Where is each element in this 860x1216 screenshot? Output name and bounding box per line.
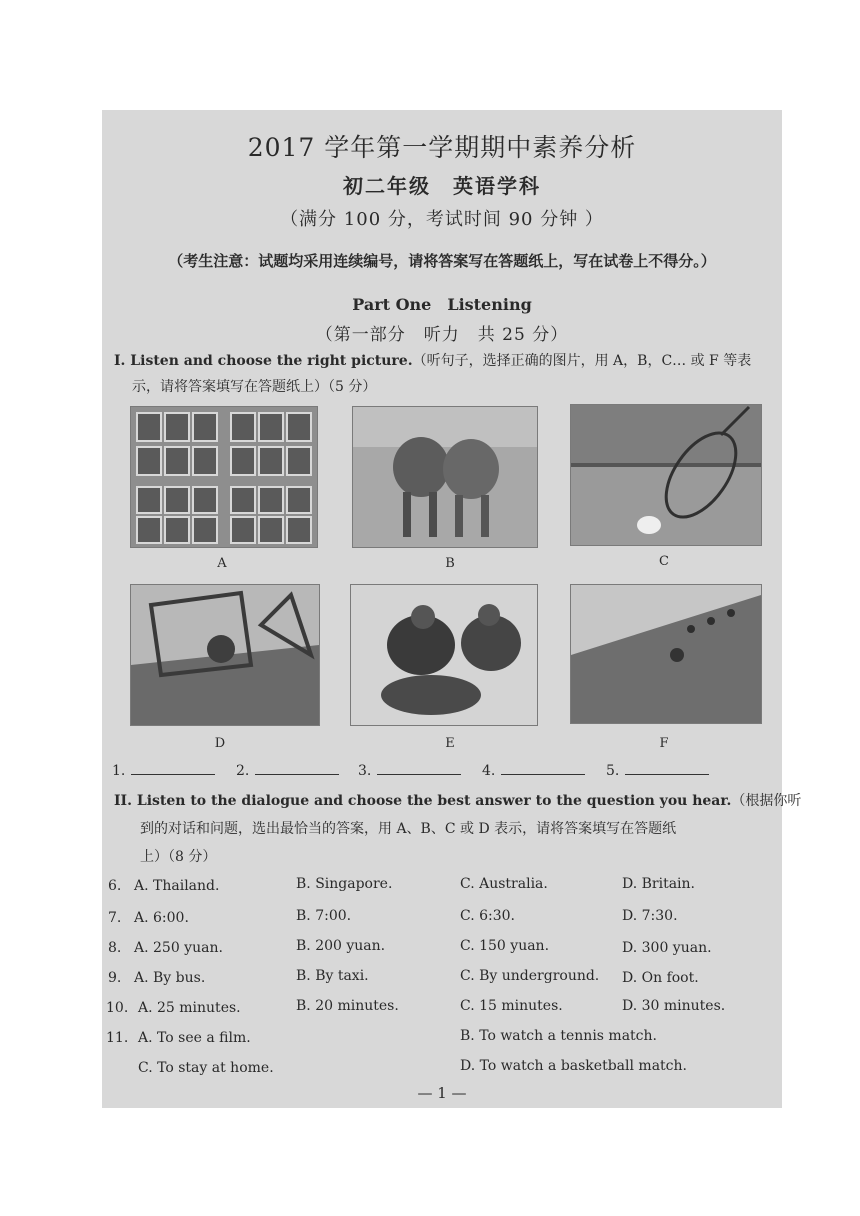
section1-instruction-1: （听句子，选择正确的图片，用 A，B，C… 或 F 等表	[412, 353, 752, 369]
question-number: 6.	[108, 878, 122, 894]
option-b: B. By taxi.	[296, 968, 369, 984]
badminton-photo-icon	[571, 405, 761, 545]
option-b: B. Singapore.	[296, 876, 393, 892]
section2-label: II. Listen to the dialogue and choose the best answer to the question you hear.	[114, 793, 732, 809]
option-b: B. 20 minutes.	[296, 998, 399, 1014]
option-a: A. 25 minutes.	[138, 1000, 241, 1016]
question-number: 10.	[106, 1000, 129, 1016]
option-d: D. 7:30.	[622, 908, 678, 924]
answer-blank-2: 2.	[236, 762, 339, 779]
section1-instruction-2: 示，请将答案填写在答题纸上）（5 分）	[132, 379, 377, 395]
pilot-cockpit-photo	[130, 584, 320, 726]
option-c: C. 150 yuan.	[460, 938, 550, 954]
pilot-cockpit-photo-icon	[131, 585, 319, 725]
snow-rescue-photo-icon	[351, 585, 537, 725]
option-a: A. 250 yuan.	[134, 940, 223, 956]
stamps-photo	[130, 406, 318, 548]
answer-blank-5: 5.	[606, 762, 709, 779]
section1-heading	[114, 348, 751, 374]
section2-instruction-2: 到的对话和问题，选出最恰当的答案，用 A、B、C 或 D 表示，请将答案填写在答题纸	[140, 821, 677, 837]
hillside-hikers-photo-icon	[571, 585, 761, 723]
answer-blank-4: 4.	[482, 762, 585, 779]
answer-blank-1: 1.	[112, 762, 215, 779]
section2-heading	[114, 788, 801, 814]
option-b: B. 200 yuan.	[296, 938, 386, 954]
option-c: C. By underground.	[460, 968, 600, 984]
option-a: A. Thailand.	[134, 878, 220, 894]
question-number: 11.	[106, 1030, 129, 1046]
section2-instruction-1: （根据你听	[731, 793, 802, 809]
option-c: C. Australia.	[460, 876, 548, 892]
hillside-hikers-photo	[570, 584, 762, 724]
badminton-photo	[570, 404, 762, 546]
option-d: D. 300 yuan.	[622, 940, 712, 956]
question-number: 7.	[108, 910, 122, 926]
option-a: A. To see a film.	[138, 1030, 251, 1046]
option-c: C. To stay at home.	[138, 1060, 274, 1076]
option-d: D. 30 minutes.	[622, 998, 726, 1014]
option-b: B. To watch a tennis match.	[460, 1028, 657, 1044]
stamps-photo-icon	[131, 407, 317, 547]
exam-sheet	[102, 110, 802, 1108]
section2-instruction-3: 上）（8 分）	[140, 849, 217, 865]
part-one-title: Part One Listening	[352, 295, 532, 314]
picture-label-f: F	[659, 736, 669, 751]
picture-label-b: B	[445, 556, 455, 571]
part-one-subtitle: （第一部分 听力 共 25 分）	[315, 325, 569, 345]
option-c: C. 6:30.	[460, 908, 516, 924]
answer-blank-3: 3.	[358, 762, 461, 779]
picture-label-a: A	[217, 556, 227, 571]
picture-label-d: D	[214, 736, 226, 751]
picture-label-c: C	[659, 554, 669, 569]
question-number: 8.	[108, 940, 122, 956]
dogs-photo	[352, 406, 538, 548]
picture-label-e: E	[445, 736, 455, 751]
snow-rescue-photo	[350, 584, 538, 726]
score-info: （满分 100 分，考试时间 90 分钟 ）	[280, 209, 604, 230]
exam-subtitle: 初二年级 英语学科	[343, 174, 541, 198]
option-a: A. 6:00.	[134, 910, 189, 926]
option-d: D. On foot.	[622, 970, 699, 986]
exam-notice: （考生注意：试题均采用连续编号，请将答案写在答题纸上，写在试卷上不得分。）	[168, 252, 716, 270]
option-b: B. 7:00.	[296, 908, 352, 924]
option-a: A. By bus.	[134, 970, 206, 986]
option-d: D. To watch a basketball match.	[460, 1058, 687, 1074]
option-c: C. 15 minutes.	[460, 998, 563, 1014]
question-number: 9.	[108, 970, 122, 986]
option-d: D. Britain.	[622, 876, 696, 892]
exam-title: 2017 学年第一学期期中素养分析	[247, 133, 637, 162]
section1-label: I. Listen and choose the right picture.	[114, 353, 413, 369]
dogs-photo-icon	[353, 407, 537, 547]
page-number: — 1 —	[417, 1084, 467, 1102]
